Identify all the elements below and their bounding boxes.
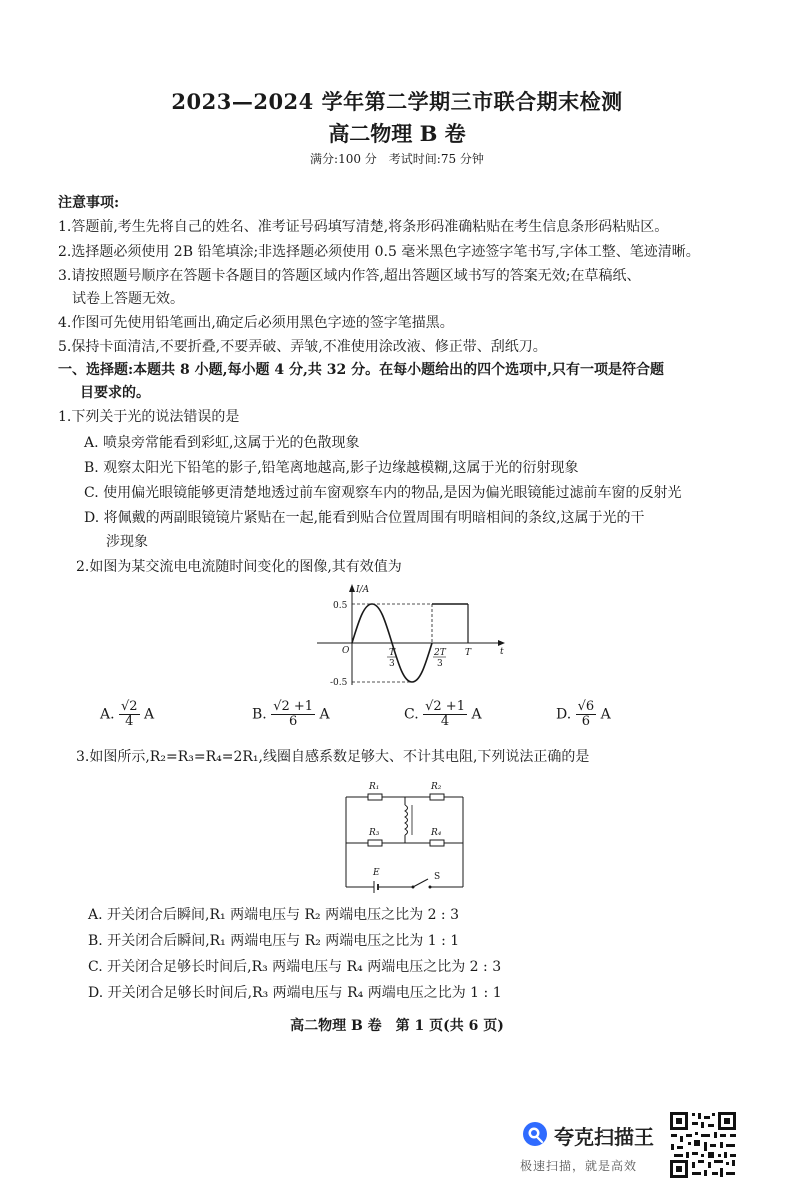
section-heading-cont: 目要求的。 <box>80 385 150 401</box>
xtick-2t3-den: 3 <box>437 659 443 669</box>
xtick-t: T <box>465 648 472 658</box>
q3-option-d: D. 开关闭合足够长时间后,R₃ 两端电压与 R₄ 两端电压之比为 1 : 1 <box>88 985 502 1001</box>
q3-circuit-diagram <box>340 775 470 893</box>
q1-option-d: D. 将佩戴的两副眼镜镜片紧贴在一起,能看到贴合位置周围有明暗相间的条纹,这属于光的干 <box>84 510 645 526</box>
switch-lever <box>413 879 428 887</box>
q1-option-c: C. 使用偏光眼镜能够更清楚地透过前车窗观察车内的物品,是因为偏光眼镜能过滤前车窗的反射光 <box>84 485 682 501</box>
label-r2: R₂ <box>431 782 442 792</box>
label-e: E <box>373 868 380 878</box>
q2-option-a: A. $\frac{√2}{4}$ A <box>100 699 155 729</box>
label-r3: R₃ <box>369 828 380 838</box>
q2-current-graph <box>312 580 512 690</box>
q3-option-c: C. 开关闭合足够长时间后,R₃ 两端电压与 R₄ 两端电压之比为 2 : 3 <box>88 959 502 975</box>
resistor-r4 <box>430 840 444 846</box>
notice-item: 4.作图可先使用铅笔画出,确定后必须用黑色字迹的签字笔描黑。 <box>58 315 454 331</box>
origin-label: O <box>342 646 350 656</box>
notice-item: 试卷上答题无效。 <box>72 291 184 307</box>
q3-stem: 3.如图所示,R₂=R₃=R₄=2R₁,线圈自感系数足够大、不计其电阻,下列说法正确的是 <box>76 749 590 765</box>
resistor-r1 <box>368 794 382 800</box>
notice-item: 5.保持卡面清洁,不要折叠,不要弄破、弄皱,不准使用涂改液、修正带、刮纸刀。 <box>58 339 547 355</box>
resistor-r2 <box>430 794 444 800</box>
notice-item: 2.选择题必须使用 2B 铅笔填涂;非选择题必须使用 0.5 毫米黑色字迹签字笔书写,字体工整、笔迹清晰。 <box>58 244 700 260</box>
page-footer: 高二物理 B 卷 第 1 页(共 6 页) <box>290 1018 504 1034</box>
q3-option-a: A. 开关闭合后瞬间,R₁ 两端电压与 R₂ 两端电压之比为 2 : 3 <box>88 907 459 923</box>
q1-option-d-cont: 涉现象 <box>106 534 148 550</box>
q2-option-d: D. $\frac{√6}{6}$ A <box>556 699 611 729</box>
exam-meta: 满分:100 分 考试时间:75 分钟 <box>310 152 484 166</box>
notice-item: 3.请按照题号顺序在答题卡各题目的答题区域内作答,超出答题区域书写的答案无效;在草稿纸、 <box>58 268 641 284</box>
label-r4: R₄ <box>431 828 442 838</box>
brand-slogan: 极速扫描，就是高效 <box>520 1159 638 1173</box>
resistor-r3 <box>368 840 382 846</box>
q2-option-b: B. $\frac{√2 +1}{6}$ A <box>252 699 330 729</box>
x-axis-arrow <box>498 640 505 646</box>
ytick-top: 0.5 <box>333 601 348 611</box>
section-heading: 一、选择题:本题共 8 小题,每小题 4 分,共 32 分。在每小题给出的四个选项中,只有一项是符合题 <box>58 362 664 378</box>
y-axis-arrow <box>349 584 355 592</box>
brand-name: 夸克扫描王 <box>554 1125 654 1149</box>
qr-code-icon <box>668 1110 738 1180</box>
xtick-t3-num: T <box>389 648 396 658</box>
x-axis-label: t <box>500 647 504 657</box>
ytick-bottom: -0.5 <box>330 678 348 688</box>
exam-subtitle: 高二物理 B 卷 <box>328 121 466 146</box>
notice-item: 1.答题前,考生先将自己的姓名、准考证号码填写清楚,将条形码准确粘贴在考生信息条形码粘贴区。 <box>58 219 669 235</box>
xtick-2t3-num: 2T <box>434 648 446 658</box>
q1-option-b: B. 观察太阳光下铅笔的影子,铅笔离地越高,影子边缘越模糊,这属于光的衍射现象 <box>84 460 579 476</box>
q1-option-a: A. 喷泉旁常能看到彩虹,这属于光的色散现象 <box>84 435 360 451</box>
notice-heading: 注意事项: <box>58 195 120 211</box>
quark-logo-icon <box>522 1121 548 1147</box>
q2-option-c: C. $\frac{√2 +1}{4}$ A <box>404 699 482 729</box>
q3-option-b: B. 开关闭合后瞬间,R₁ 两端电压与 R₂ 两端电压之比为 1 : 1 <box>88 933 460 949</box>
exam-title: 2023—2024 学年第二学期三市联合期末检测 <box>171 89 623 114</box>
label-s: S <box>434 872 441 882</box>
label-r1: R₁ <box>369 782 380 792</box>
y-axis-label: I/A <box>356 585 370 595</box>
q1-stem: 1.下列关于光的说法错误的是 <box>58 409 240 425</box>
xtick-t3-den: 3 <box>389 659 395 669</box>
q2-stem: 2.如图为某交流电电流随时间变化的图像,其有效值为 <box>76 559 402 575</box>
inductor-coil <box>405 805 408 835</box>
